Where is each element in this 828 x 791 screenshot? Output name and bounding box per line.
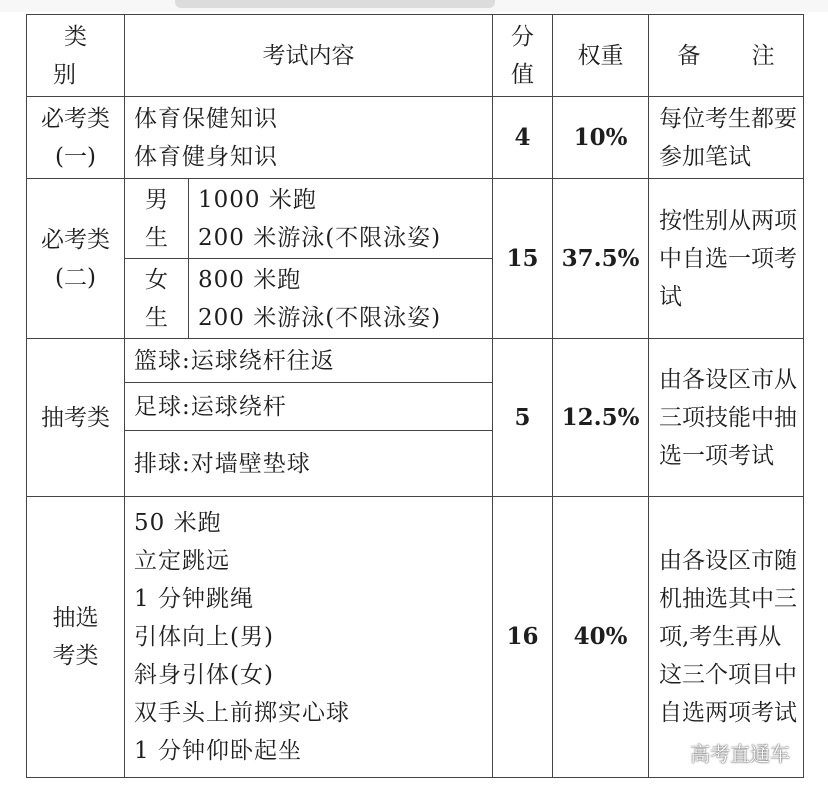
weight-required2: 37.5% — [553, 179, 649, 339]
weight-select: 40% — [553, 497, 649, 778]
table-row-select — [27, 497, 804, 778]
header-row — [27, 15, 804, 97]
score-draw: 5 — [493, 339, 553, 497]
header-score-line1: 分 — [511, 23, 534, 50]
category-draw: 抽考类 — [27, 339, 125, 497]
content-select — [125, 497, 493, 778]
exam-score-table — [26, 14, 804, 778]
score-required1: 4 — [493, 97, 553, 179]
scan-smudge — [175, 0, 495, 8]
list-item: 1 分钟仰卧起坐 — [134, 738, 302, 764]
note-draw: 由各设区市从三项技能中抽选一项考试 — [649, 339, 804, 497]
list-item: 体育健身知识 — [134, 143, 278, 170]
gender-female: 女 生 — [125, 259, 189, 339]
header-content: 考试内容 — [125, 15, 493, 97]
header-note: 备 注 — [649, 15, 804, 97]
list-item: 200 米游泳(不限泳姿) — [198, 304, 442, 331]
header-score-line2: 值 — [511, 61, 534, 88]
list-item: 斜身引体(女) — [134, 662, 274, 688]
list-item: 排球:对墙壁垫球 — [125, 431, 493, 497]
list-item: 足球:运球绕杆 — [125, 383, 493, 431]
content-male — [189, 179, 493, 259]
score-required2: 15 — [493, 179, 553, 339]
table-row-required1 — [27, 97, 804, 179]
watermark: 高考直通车 — [690, 742, 790, 766]
table-row-draw-1 — [27, 339, 804, 383]
list-item: 200 米游泳(不限泳姿) — [198, 224, 442, 251]
list-item: 篮球:运球绕杆往返 — [125, 339, 493, 383]
note-required1: 每位考生都要参加笔试 — [649, 97, 804, 179]
list-item: 1000 米跑 — [198, 186, 317, 213]
list-item: 800 米跑 — [198, 266, 302, 293]
weight-draw: 12.5% — [553, 339, 649, 497]
list-item: 体育保健知识 — [134, 105, 278, 132]
header-weight: 权重 — [553, 15, 649, 97]
weight-required1: 10% — [553, 97, 649, 179]
content-female — [189, 259, 493, 339]
header-category: 类 别 — [27, 15, 125, 97]
content-required1 — [125, 97, 493, 179]
list-item: 1 分钟跳绳 — [134, 586, 254, 612]
note-select: 由各设区市随机抽选其中三项,考生再从这三个项目中自选两项考试 — [649, 497, 804, 778]
category-select: 抽选 考类 — [27, 497, 125, 778]
list-item: 50 米跑 — [134, 510, 222, 536]
list-item: 引体向上(男) — [134, 624, 274, 650]
list-item: 立定跳远 — [134, 548, 230, 574]
header-score — [493, 15, 553, 97]
note-required2: 按性别从两项中自选一项考试 — [649, 179, 804, 339]
list-item: 双手头上前掷实心球 — [134, 700, 350, 726]
category-required1: 必考类 (一) — [27, 97, 125, 179]
table-row-required2-male — [27, 179, 804, 259]
category-required2: 必考类 (二) — [27, 179, 125, 339]
score-select: 16 — [493, 497, 553, 778]
gender-male: 男 生 — [125, 179, 189, 259]
